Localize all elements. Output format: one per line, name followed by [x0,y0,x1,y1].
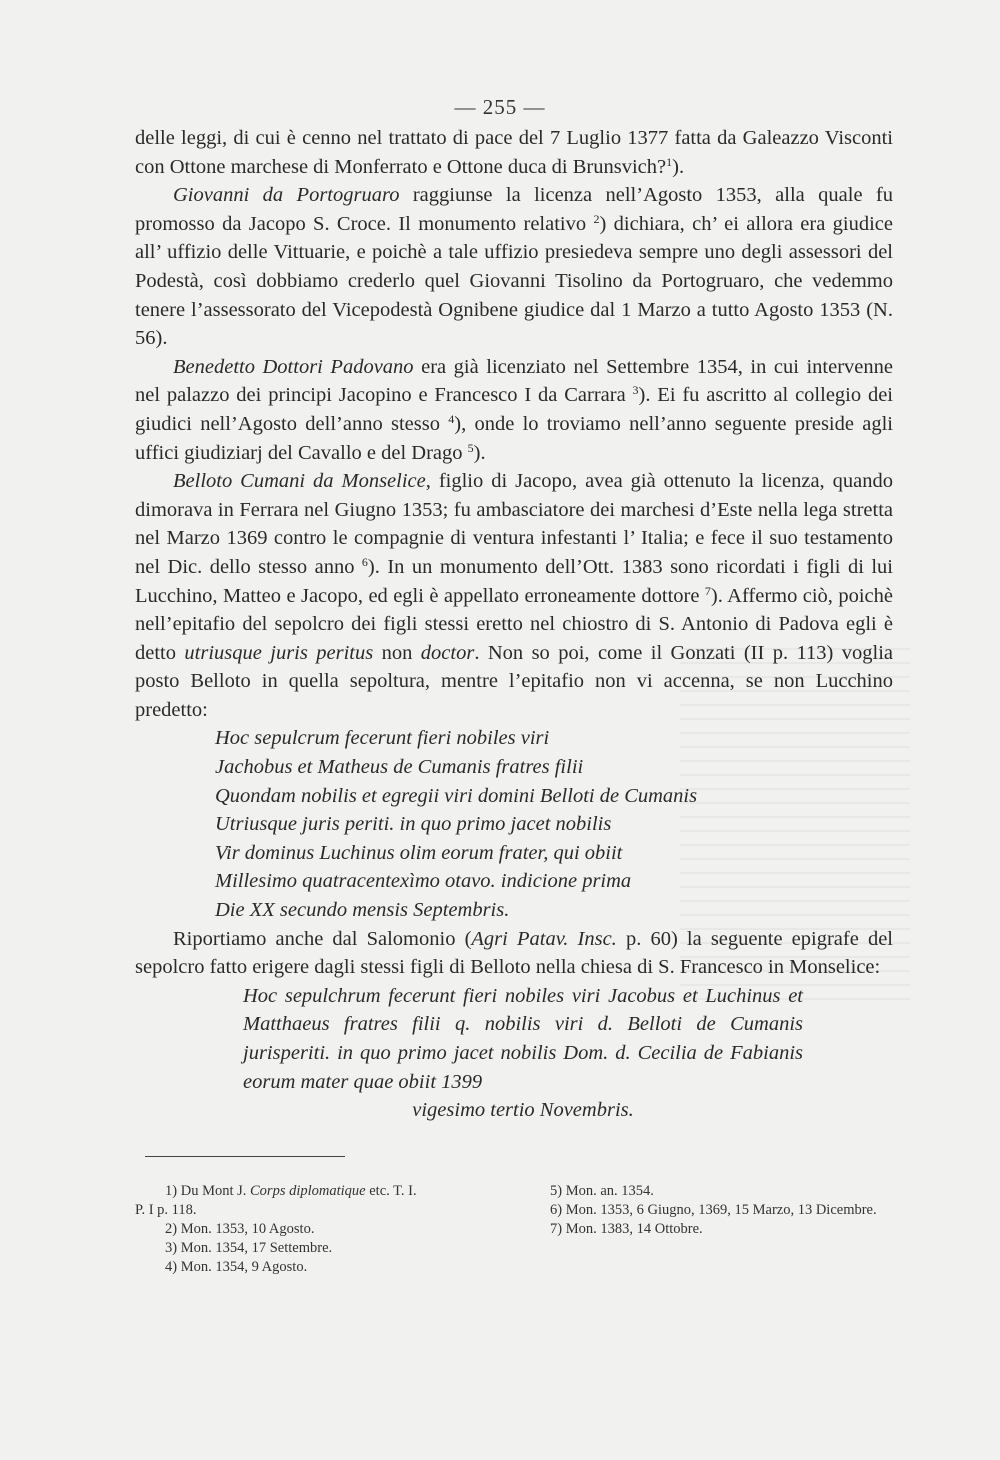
footnote-number: 1) [165,1183,178,1199]
epitaph-line: Die XX secundo mensis Septembris. [215,899,510,922]
paragraph-text: . Ei fu ascritto al collegio dei giudici nell’Agosto dell’anno stesso [135,384,893,435]
paragraph-text: raggiunse la licenza nell’Agosto 1353, alla quale fu promosso da Jacopo S. Croce. Il monumento relativo [135,184,893,235]
footnote-ref[interactable]: 1 [666,154,673,169]
paragraph-text: p. 60) la seguente epigrafe del sepolcro fatto erigere dagli stessi figli di Belloto nella chiesa di S. Francesco in Monselice: [135,927,893,979]
footnote-4 [135,1258,515,1277]
footnote-number: 5) [550,1183,563,1199]
epitaph-1 [215,724,893,924]
footnote-number: 7) [550,1221,563,1237]
footnote-number: 6) [550,1202,563,1218]
paragraph-text: . Affermo ciò, poichè nell’epitafio del sepolcro dei figli stessi eretto nel chiostro di S. Antonio di Padova egli è detto [135,584,893,664]
footnote-text: Mon. 1354, 17 Settembre. [180,1240,333,1256]
paragraph-4: Belloto Cumani da Monselice, figlio di Jacopo, avea già ottenuto la licenza, quando dimorava in Ferrara nel Giugno 1353; fu ambasciatore dei marchesi d’Este nella lega stretta nel Marzo 1369 contro le compagnie di ventura infestanti l’ Italia; e fece il suo testamento nel Dic. dello stesso anno $^6$). In un monumento dell’Ott. 1383 sono ricordati i figli di lui Lucchino, Matteo e Jacopo, ed egli è appellato erroneamente dottore $^7$). Affermo ciò, poichè nell’epitafio del sepolcro dei figli stessi eretto nel chiostro di S. Antonio di Padova egli è detto utriusque juris peritus non doctor. Non so poi, come il Gonzati (II p. 113) voglia posto Belloto in quella sepoltura, mentre l’epitafio non vi accenna, se non Lucchino predetto: [135,470,893,721]
footnote-number: 3) [165,1240,178,1256]
paragraph-text: . In un monumento dell’Ott. 1383 sono ricordati i figli di lui Lucchino, Matteo e Jacopo, ed egli è appellato erroneamente dottore [135,555,893,607]
paragraph-3: Benedetto Dottori Padovano era già licenziato nel Settembre 1354, in cui intervenne nel palazzo dei principi Jacopino e Francesco I da Carrara $^3$). Ei fu ascritto al collegio dei giudici nell’Agosto dell’anno stesso $^4$), onde lo troviamo nell’anno seguente preside agli uffici giudiziarj del Cavallo e del Drago $^5$). [135,355,893,464]
epitaph-line: Utriusque juris periti. in quo primo jacet nobilis [215,813,612,836]
footnote-ref[interactable]: 4 [448,411,455,426]
footnote-text: Mon. an. 1354. [565,1183,654,1199]
footnote-divider [145,1156,345,1157]
footnote-text: Mon. 1354, 9 Agosto. [180,1259,308,1275]
epitaph-line: Quondam nobilis et egregii viri domini Belloti de Cumanis [215,784,698,807]
epitaph-line: Vir dominus Luchinus olim eorum frater, qui obiit [215,841,623,864]
footnotes-right [520,1182,892,1239]
footnote-text: etc. T. I. [365,1183,417,1199]
main-text [135,124,893,1125]
paragraph-text: dichiara, ch’ ei allora era giudice all’ uffizio delle Vittuarie, e poichè a tale uffizio presiedeva sempre uno degli assessori del Podestà, così dobbiamo crederlo quel Giovanni Tisolino da Portogruaro, che vedemmo tenere l’assessorato del Vicepodestà Ognibene giudice dal 1 Marzo a tutto Agosto 1353 (N. 56). [135,212,894,350]
epitaph-line: Jachobus et Matheus de Cumanis fratres filii [215,756,584,779]
footnote-number: 2) [165,1221,178,1237]
person-name: Benedetto Dottori Padovano [173,355,414,378]
footnote-7 [520,1220,892,1239]
person-name: Giovanni da Portogruaro [173,184,400,207]
paragraph-text: era già licenziato nel Settembre 1354, in cui intervenne nel palazzo dei principi Jacopino e Francesco I da Carrara [135,355,893,407]
paragraph-2: Giovanni da Portogruaro raggiunse la licenza nell’Agosto 1353, alla quale fu promosso da Jacopo S. Croce. Il monumento relativo $^2$) dichiara, ch’ ei allora era giudice all’ uffizio delle Vittuarie, e poichè a tale uffizio presiedeva sempre uno degli assessori del Podestà, così dobbiamo crederlo quel Giovanni Tisolino da Portogruaro, che vedemmo tenere l’assessorato del Vicepodestà Ognibene giudice dal 1 Marzo a tutto Agosto 1353 (N. 56). [135,184,894,350]
paragraph-text: , figlio di Jacopo, avea già ottenuto la licenza, quando dimorava in Ferrara nel Giugno 1353; fu ambasciatore dei marchesi d’Este nella lega stretta nel Marzo 1369 contro le compagnie di ventura infestanti l’ Italia; e fece il suo testamento nel Dic. dello stesso anno [135,470,893,578]
footnote-5 [520,1182,892,1201]
paragraph-1: delle leggi, di cui è cenno nel trattato di pace del 7 Luglio 1377 fatta da Galeazzo Visconti con Ottone marchese di Monferrato e Ottone duca di Brunsvich?$^1$). [135,127,893,178]
footnote-text: Mon. 1353, 10 Agosto. [180,1221,315,1237]
footnote-text: P. I p. 118. [135,1202,197,1218]
person-name: Belloto Cumani da Monselice [173,470,426,493]
epitaph-last-line: vigesimo tertio Novembris. [412,1099,634,1122]
footnote-1-cont [135,1201,515,1220]
paragraph-text: Riportiamo anche dal Salomonio ( [173,927,472,950]
footnote-ref[interactable]: 7 [704,583,711,598]
footnote-ref[interactable]: 3 [632,383,639,398]
footnote-number: 4) [165,1259,178,1275]
epitaph-text: Hoc sepulchrum fecerunt fieri nobiles viri Jacobus et Luchinus et Matthaeus fratres filii q. nobilis viri d. Belloti de Cumanis jurisperiti. in quo primo jacet nobilis Dom. d. Cecilia de Fabianis eorum mater quae obiit 1399 [243,984,803,1093]
latin-word: doctor [420,641,475,664]
footnotes-left [135,1182,515,1277]
paragraph-text: non [373,641,421,664]
footnote-text: Mon. 1353, 6 Giugno, 1369, 15 Marzo, 13 Dicembre. [565,1202,877,1218]
footnote-6 [520,1201,892,1220]
latin-phrase: utriusque juris peritus [184,641,374,664]
paragraph-5 [135,925,893,982]
footnote-ref[interactable]: 2 [593,211,600,226]
footnote-ref[interactable]: 5 [467,440,474,455]
paragraph-text: , onde lo troviamo nell’anno seguente preside agli uffici giudiziarj del Cavallo e del Drago [135,412,893,464]
footnote-ref[interactable]: 6 [361,554,368,569]
epitaph-2 [243,982,803,1125]
footnote-title: Corps diplomatique [250,1183,366,1199]
paragraph-text: delle leggi, di cui è cenno nel trattato di pace del 7 Luglio 1377 fatta da Galeazzo Visconti con Ottone marchese di Monferrato e Ottone duca di Brunsvich? [135,127,893,178]
source-title: Agri Patav. Insc. [471,927,617,950]
epitaph-line: Hoc sepulcrum fecerunt fieri nobiles viri [215,727,550,750]
footnote-text: Mon. 1383, 14 Ottobre. [565,1221,703,1237]
footnote-text: Du Mont J. [180,1183,251,1199]
footnote-2 [135,1220,515,1239]
footnote-3 [135,1239,515,1258]
footnote-1 [135,1182,515,1201]
epitaph-line: Millesimo quatracentexìmo otavo. indicione prima [215,870,632,893]
paragraph-text: . Non so poi, come il Gonzati (II p. 113) voglia posto Belloto in quella sepoltura, mentre l’epitafio non vi accenna, se non Lucchino predetto: [135,641,893,721]
page-number: — 255 — [454,95,546,119]
